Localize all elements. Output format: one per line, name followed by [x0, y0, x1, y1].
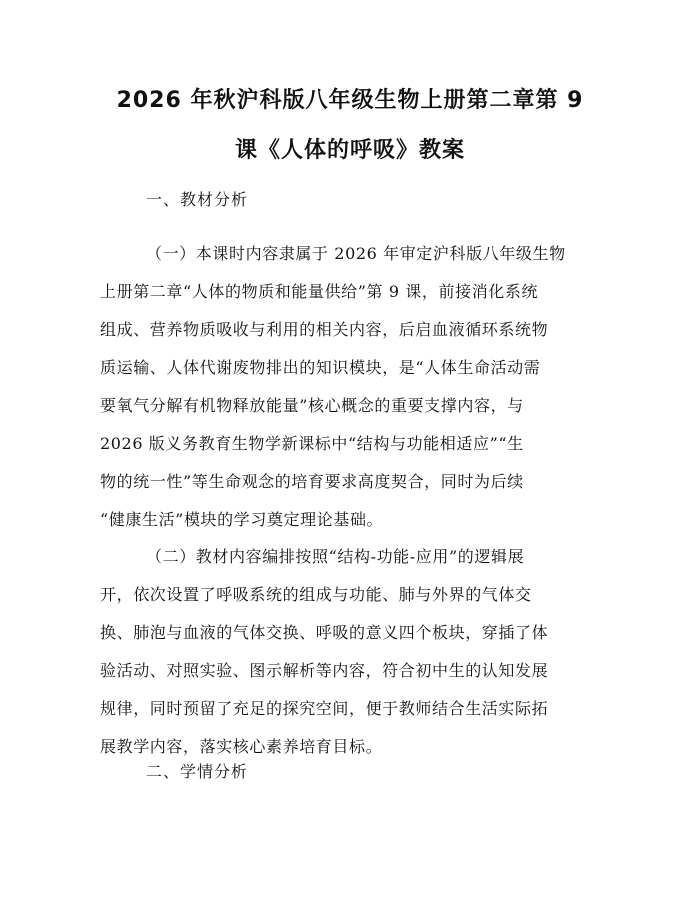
document-title-line-1: 2026 年秋沪科版八年级生物上册第二章第 9 — [116, 88, 584, 113]
paragraph-line: 2026 版义务教育生物学新课标中“结构与功能相适应”“生 — [100, 434, 524, 453]
paragraph-line: 开，依次设置了呼吸系统的组成与功能、肺与外界的气体交 — [100, 585, 532, 604]
paragraph-line: 要氧气分解有机物释放能量”核心概念的重要支撑内容，与 — [100, 396, 524, 415]
paragraph-line: （二）教材内容编排按照“结构-功能-应用”的逻辑展 — [146, 547, 525, 566]
paragraph-line: 质运输、人体代谢废物排出的知识模块，是“人体生命活动需 — [100, 358, 541, 377]
paragraph-line: （一）本课时内容隶属于 2026 年审定沪科版八年级生物 — [146, 244, 566, 263]
paragraph-line: 规律，同时预留了充足的探究空间，便于教师结合生活实际拓 — [100, 699, 549, 718]
paragraph-line: 验活动、对照实验、图示解析等内容，符合初中生的认知发展 — [100, 661, 549, 680]
section-heading-learner-analysis: 二、学情分析 — [146, 762, 249, 781]
section-heading-textbook-analysis: 一、教材分析 — [146, 190, 249, 209]
paragraph-textbook-position — [100, 235, 610, 539]
paragraph-content-arrangement — [100, 538, 610, 766]
paragraph-line: 组成、营养物质吸收与利用的相关内容，后启血液循环系统物 — [100, 320, 549, 339]
paragraph-line: 上册第二章“人体的物质和能量供给”第 9 课，前接消化系统 — [100, 282, 539, 301]
document-title-line-2: 课《人体的呼吸》教案 — [234, 138, 465, 163]
paragraph-line: 物的统一性”等生命观念的培育要求高度契合，同时为后续 — [100, 472, 524, 491]
paragraph-line: “健康生活”模块的学习奠定理论基础。 — [100, 510, 384, 529]
paragraph-line: 展教学内容，落实核心素养培育目标。 — [100, 737, 383, 756]
paragraph-line: 换、肺泡与血液的气体交换、呼吸的意义四个板块，穿插了体 — [100, 623, 549, 642]
